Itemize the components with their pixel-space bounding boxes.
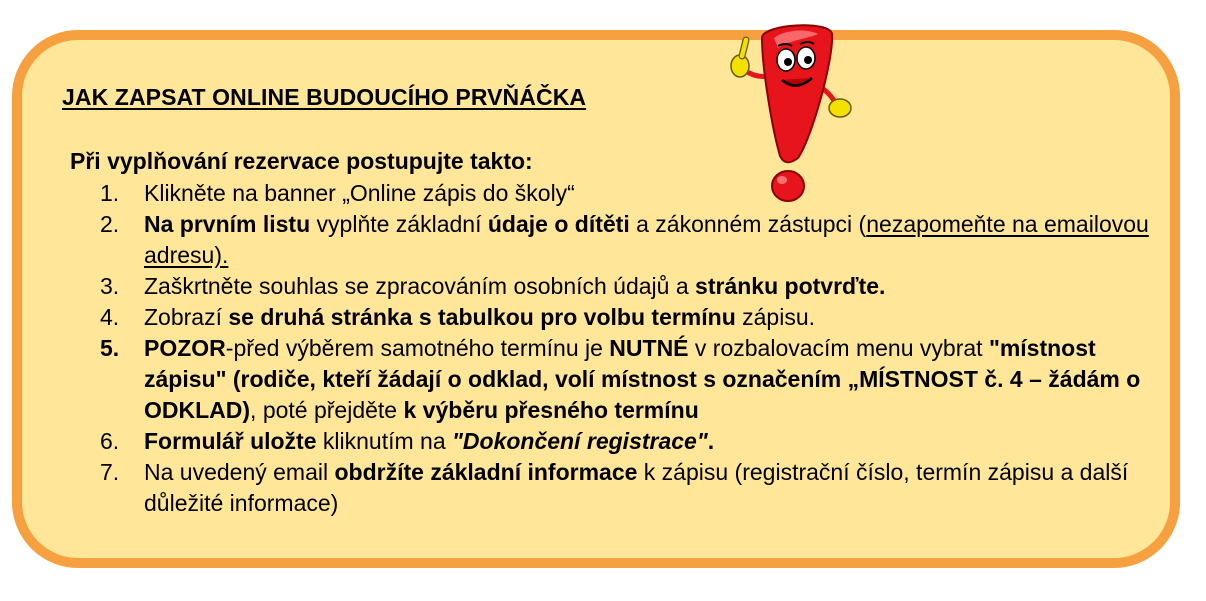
step-text: v rozbalovacím menu vybrat [688,335,989,361]
step-number: 2. [100,211,120,237]
step-number: 3. [100,273,120,299]
exclamation-mark-mascot-icon [724,18,864,208]
page-title: JAK ZAPSAT ONLINE BUDOUCÍHO PRVŇÁČKA [62,84,587,110]
intro-text: Při vyplňování rezervace postupujte takto: [70,148,533,174]
step-text: k zápisu (registrační číslo, termín zápisu a další důležité informace) [144,459,1129,516]
step-text: , poté přejděte [250,397,404,423]
step-emphasis: Formulář uložte [144,428,317,454]
step-text: Klikněte na banner „Online zápis do školy“ [144,180,575,206]
step-underlined-note: nezapomeňte na emailovou adresu). [144,211,1149,268]
step-number: 6. [100,428,120,454]
step-number: 5. [100,335,120,361]
step-text: Zobrazí [144,304,229,330]
step-text: Zaškrtněte souhlas se zpracováním osobních údajů a [144,273,696,299]
step-number: 7. [100,459,120,485]
step-emphasis: Na prvním listu [144,211,311,237]
list-item [100,333,1180,426]
mascot-right-hand [822,88,851,117]
mascot-body [762,25,832,162]
step-text: zápisu. [735,304,816,330]
list-item [100,209,1180,271]
list-item [100,426,1180,457]
steps-list [100,178,1180,519]
step-text: a zákonném zástupci ( [629,211,867,237]
step-emphasis: POZOR [144,335,226,361]
step-emphasis: stránku potvrďte. [695,273,886,299]
step-number: 1. [100,180,120,206]
step-emphasis: se druhá stránka s tabulkou pro volbu termínu [228,304,736,330]
step-emphasis: k výběru přesného termínu [403,397,699,423]
list-item [100,271,1180,302]
mascot-dot [772,171,804,201]
step-emphasis: NUTNÉ [609,335,689,361]
step-emphasis: údaje o dítěti [487,211,630,237]
step-text: Na uvedený email [144,459,335,485]
step-emphasis: "místnost zápisu" (rodiče, kteří žádají o odklad, volí místnost s označením „MÍSTNOST č. 4 – žádám o ODKLAD) [144,335,1141,423]
list-item [100,457,1180,519]
step-text: vyplňte základní [310,211,488,237]
step-emphasis-italic: "Dokončení registrace" [452,428,708,454]
list-item [100,302,1180,333]
step-emphasis: . [707,428,715,454]
step-text: kliknutím na [316,428,453,454]
list-item [100,178,1180,209]
step-emphasis: obdržíte základní informace [334,459,638,485]
step-number: 4. [100,304,120,330]
step-text: -před výběrem samotného termínu je [225,335,610,361]
